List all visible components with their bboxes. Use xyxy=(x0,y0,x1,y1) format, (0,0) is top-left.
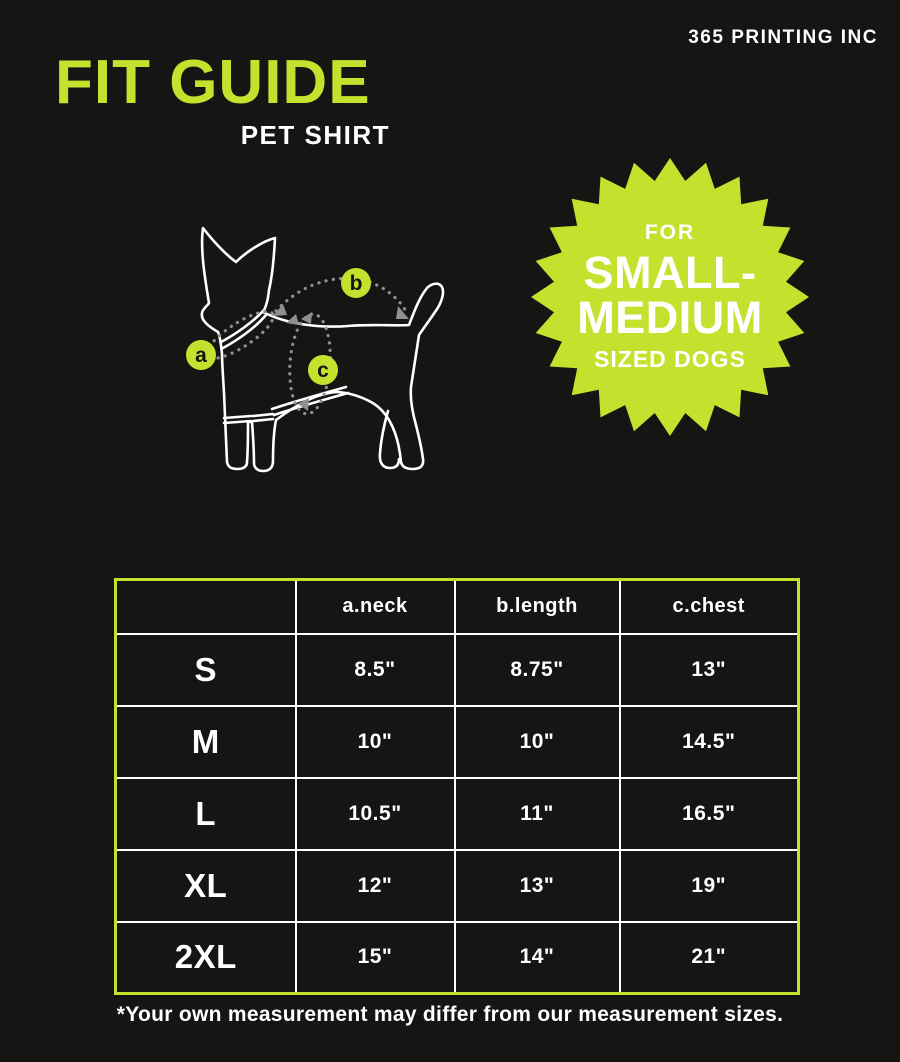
measurement-point-c xyxy=(308,355,338,385)
value-cell: 13" xyxy=(455,850,620,922)
badge-line-for: FOR xyxy=(644,221,696,244)
title-block xyxy=(55,48,390,151)
value-cell: 21" xyxy=(620,922,799,994)
table-header-row xyxy=(116,580,799,634)
size-cell: L xyxy=(116,778,296,850)
size-chart-table xyxy=(114,578,800,995)
badge-line-small: SMALL- xyxy=(583,247,757,298)
value-cell: 8.75" xyxy=(455,634,620,706)
table-row xyxy=(116,706,799,778)
header-cell-chest: c.chest xyxy=(620,580,799,634)
dog-measurement-diagram xyxy=(160,215,460,485)
size-cell: 2XL xyxy=(116,922,296,994)
arrowhead-icon xyxy=(301,312,312,324)
size-cell: M xyxy=(116,706,296,778)
value-cell: 14.5" xyxy=(620,706,799,778)
value-cell: 14" xyxy=(455,922,620,994)
size-cell: XL xyxy=(116,850,296,922)
measurement-disclaimer: *Your own measurement may differ from our measurement sizes. xyxy=(116,1003,784,1026)
badge-line-sized-dogs: SIZED DOGS xyxy=(594,346,746,372)
value-cell: 13" xyxy=(620,634,799,706)
point-c-label: c xyxy=(317,359,329,382)
value-cell: 11" xyxy=(455,778,620,850)
measurement-point-b xyxy=(341,268,371,298)
point-a-label: a xyxy=(195,344,207,367)
value-cell: 15" xyxy=(296,922,455,994)
value-cell: 19" xyxy=(620,850,799,922)
value-cell: 10.5" xyxy=(296,778,455,850)
arrowhead-icon xyxy=(286,314,299,325)
page-subtitle: PET SHIRT xyxy=(240,120,390,150)
header-cell-length: b.length xyxy=(455,580,620,634)
table-row xyxy=(116,778,799,850)
header-cell-neck: a.neck xyxy=(296,580,455,634)
value-cell: 10" xyxy=(455,706,620,778)
badge-line-medium: MEDIUM xyxy=(577,292,763,343)
value-cell: 16.5" xyxy=(620,778,799,850)
value-cell: 12" xyxy=(296,850,455,922)
header-cell-blank xyxy=(116,580,296,634)
size-cell: S xyxy=(116,634,296,706)
table-row xyxy=(116,634,799,706)
table-row xyxy=(116,850,799,922)
starburst-badge xyxy=(528,155,812,439)
measurement-lines xyxy=(201,278,409,415)
value-cell: 10" xyxy=(296,706,455,778)
brand-name: 365 PRINTING INC xyxy=(688,27,878,48)
table-row xyxy=(116,922,799,994)
arrowhead-icon xyxy=(396,306,409,319)
value-cell: 8.5" xyxy=(296,634,455,706)
measurement-point-a xyxy=(186,340,216,370)
badge-text xyxy=(528,155,812,439)
point-b-label: b xyxy=(349,272,363,295)
page-title: FIT GUIDE xyxy=(55,48,371,117)
